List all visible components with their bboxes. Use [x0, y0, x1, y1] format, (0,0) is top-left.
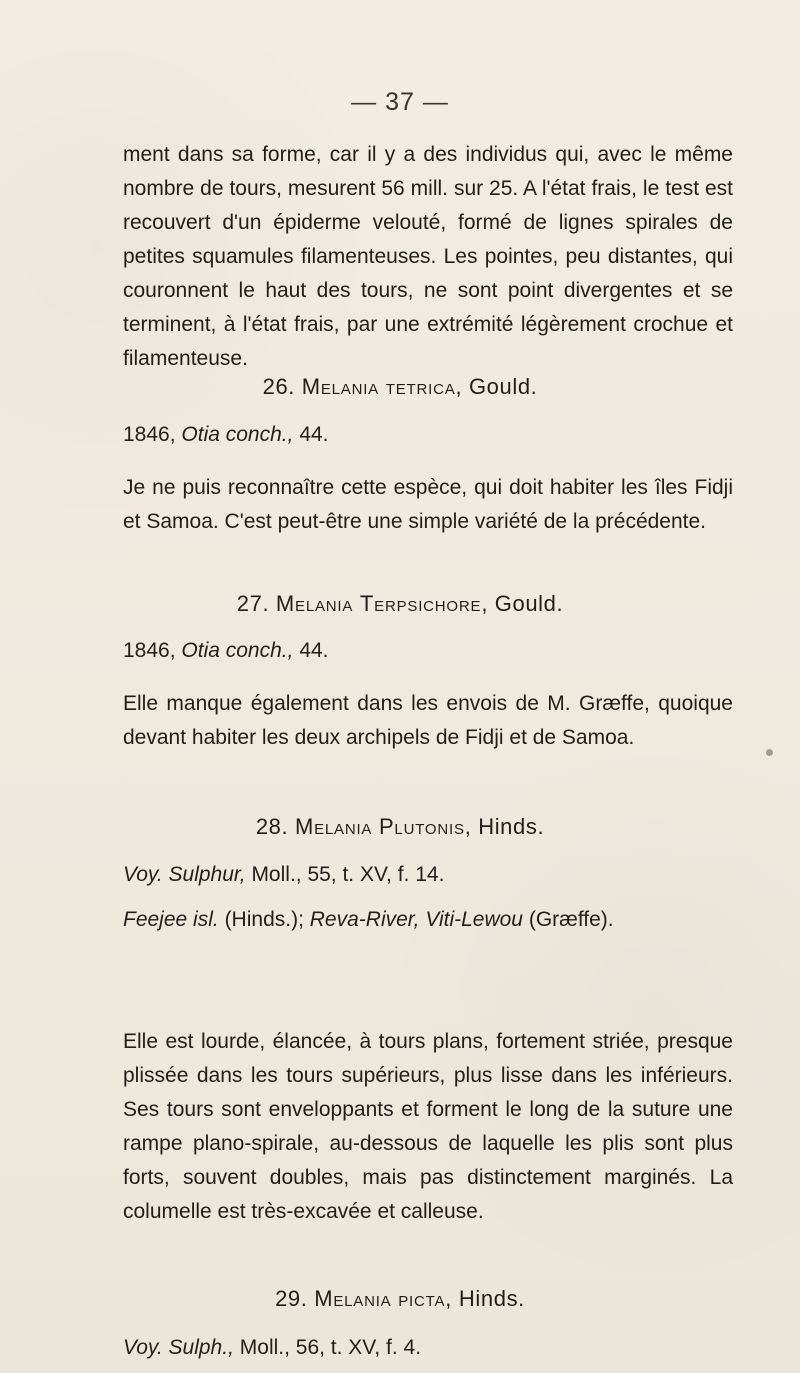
ref-work-28: Sulphur, — [168, 863, 246, 886]
species-29: picta, — [398, 1286, 453, 1311]
ref-voy-28: Voy. — [123, 863, 163, 886]
species-heading-28: 28. Melania Plutonis, Hinds. — [255, 814, 545, 839]
author-27: Gould. — [494, 591, 564, 616]
ref-work-27: Otia conch., — [181, 639, 294, 662]
ref-page-26: 44. — [299, 423, 329, 446]
locality-hinds: (Hinds.); — [224, 908, 304, 931]
reference-29 — [123, 1331, 421, 1365]
genus-27: Melania — [275, 591, 354, 616]
genus-28: Melania — [294, 814, 373, 839]
species-heading-29 — [0, 1284, 800, 1314]
reference-27 — [123, 634, 329, 668]
ref-year-27: 1846, — [123, 639, 176, 662]
species-26: tetrica — [385, 374, 456, 399]
species-28: Plutonis — [378, 814, 465, 839]
ref-work-26: Otia conch., — [181, 423, 294, 446]
species-heading-27: 27. Melania Terpsichore, Gould. — [236, 591, 564, 616]
ref-page-27: 44. — [299, 639, 329, 662]
paragraph-species-27: Elle manque également dans les envois de M. Græffe, quoique devant habiter les deux archipels de Fidji et de Samoa. — [123, 692, 733, 749]
entry-number-28: 28. — [255, 814, 289, 839]
entry-number-29: 29. — [275, 1286, 308, 1311]
reference-28-localities — [123, 903, 614, 937]
scan-speck — [766, 749, 773, 756]
author-28: Hinds. — [478, 814, 545, 839]
ref-tail-29: Moll., 56, t. XV, f. 4. — [239, 1336, 422, 1359]
paragraph-species-28: Elle est lourde, élancée, à tours plans, fortement striée, presque plissée dans les tours supérieurs, plus lisse dans les inférieurs. Ses tours sont enveloppants et forment le long de la suture une rampe plano-spirale, au-dessous de laquelle les plis sont plus forts, souvent doubles, mais pas distinctement marginés. La columelle est très-excavée et calleuse. — [123, 1030, 733, 1223]
species-27: Terpsichore — [359, 591, 482, 616]
ref-voy-29: Voy. — [123, 1336, 163, 1359]
locality-feejee: Feejee isl. — [123, 908, 219, 931]
entry-number-26: 26. — [262, 374, 295, 399]
author-29: Hinds. — [458, 1286, 525, 1311]
ref-tail-28: Moll., 55, t. XV, f. 14. — [251, 863, 445, 886]
locality-reva-river: Reva-River, — [309, 908, 420, 931]
author-26: Gould. — [468, 374, 538, 399]
genus-26: Melania — [301, 374, 380, 399]
species-heading-26: 26. Melania tetrica, Gould. — [262, 374, 538, 399]
reference-28-voyage — [123, 858, 444, 892]
ref-work-29: Sulph., — [168, 1336, 234, 1359]
entry-number-27: 27. — [236, 591, 270, 616]
locality-viti-lewou: Viti-Lewou — [425, 908, 523, 931]
paragraph-description: ment dans sa forme, car il y a des individus qui, avec le même nombre de tours, mesurent 56 mill. sur 25. A l'état frais, le test est recouvert d'un épiderme velouté, formé de lignes spirales de petites squamules filamenteuses. Les pointes, peu distantes, qui couronnent le haut des tours, ne sont point divergentes et se terminent, à l'état frais, par une extrémité légèrement crochue et filamenteuse. — [123, 143, 733, 370]
locality-graeffe: (Græffe). — [528, 908, 614, 931]
reference-26 — [123, 418, 329, 452]
paragraph-species-26: Je ne puis reconnaître cette espèce, qui doit habiter les îles Fidji et Samoa. C'est peut-être une simple variété de la précédente. — [123, 476, 733, 533]
page-number: — 37 — — [351, 88, 449, 116]
genus-29: Melania — [314, 1286, 392, 1311]
ref-year-26: 1846, — [123, 423, 176, 446]
